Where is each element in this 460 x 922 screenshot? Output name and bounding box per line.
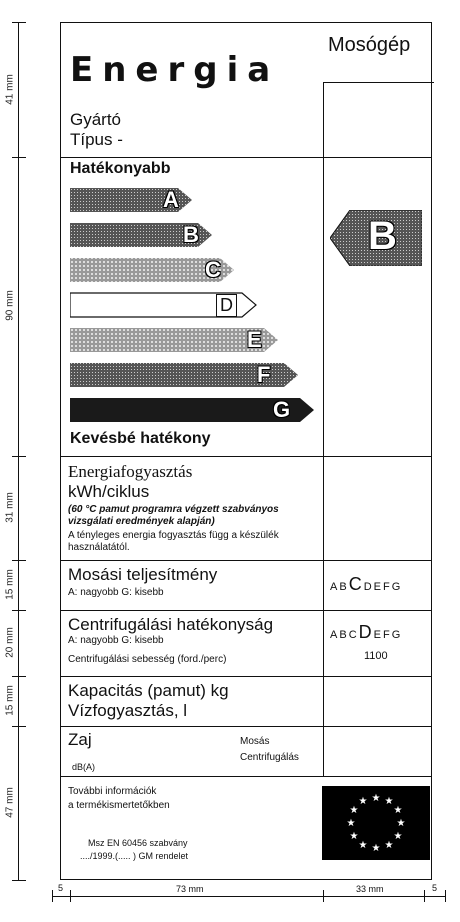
dim-bottom-5a: 5: [58, 883, 64, 893]
washing-rating: C: [348, 574, 364, 594]
left-dimension-axis: [18, 22, 19, 880]
svg-text:★: ★: [358, 840, 368, 851]
washing-title: Mosási teljesítmény: [68, 565, 218, 584]
section-divider: [60, 676, 432, 677]
dim-label-90: 90 mm: [4, 290, 16, 321]
dim-tick: [12, 560, 26, 561]
right-col-id: [323, 82, 434, 158]
class-letter-b: B: [183, 222, 199, 247]
dim-tick: [12, 456, 26, 457]
class-letter-d: D: [216, 294, 237, 317]
page-title: Energia: [70, 50, 280, 90]
svg-text:★: ★: [349, 805, 359, 816]
section-divider: [60, 726, 432, 727]
right-col-noise: [323, 726, 434, 776]
svg-text:★: ★: [384, 796, 394, 807]
dim-label-31: 31 mm: [4, 492, 16, 523]
section-divider: [60, 157, 432, 158]
right-col-spin: [323, 610, 434, 676]
svg-text:★: ★: [358, 796, 368, 807]
dim-label-20: 20 mm: [4, 627, 16, 658]
dim-label-41: 41 mm: [4, 74, 16, 105]
section-divider: [60, 456, 432, 457]
rating-letter: B: [368, 214, 397, 258]
svg-text:★: ★: [346, 818, 356, 829]
washing-scale: ABCDEFG: [330, 574, 403, 594]
svg-text:★: ★: [349, 831, 359, 842]
noise-unit: dB(A): [72, 762, 96, 772]
efficiency-bottom-label: Kevésbé hatékony: [70, 430, 211, 447]
dim-tick: [70, 890, 71, 902]
class-letter-g: G: [273, 397, 291, 422]
section-divider: [60, 776, 432, 777]
svg-text:★: ★: [396, 818, 406, 829]
dim-tick: [445, 890, 446, 902]
efficiency-top-label: Hatékonyabb: [70, 160, 171, 177]
noise-title: Zaj: [68, 730, 92, 749]
energy-note: (60 °C pamut programra végzett szabványos vizsgálati eredmények alapján): [68, 504, 279, 527]
dim-tick: [12, 22, 26, 23]
info-line2: a termékismertetőkben: [68, 800, 170, 811]
spin-scale: ABCDEFG: [330, 622, 403, 642]
right-col-energy: [323, 456, 434, 560]
svg-text:★: ★: [371, 843, 381, 854]
dim-tick: [12, 726, 26, 727]
washing-legend: A: nagyobb G: kisebb: [68, 587, 164, 598]
spin-title: Centrifugálási hatékonyság: [68, 615, 274, 634]
spin-speed-label: Centrifugálási sebesség (ford./perc): [68, 654, 227, 665]
dim-tick: [12, 157, 26, 158]
dim-label-47: 47 mm: [4, 787, 16, 818]
svg-text:★: ★: [393, 805, 403, 816]
dim-tick: [52, 890, 53, 902]
eu-flag-icon: [322, 786, 430, 860]
svg-text:★: ★: [371, 793, 381, 804]
section-divider: [60, 610, 432, 611]
spin-speed-value: 1100: [364, 650, 388, 662]
dim-tick: [12, 610, 26, 611]
right-col-capacity: [323, 676, 434, 726]
dim-bottom-73: 73 mm: [176, 884, 204, 894]
dim-label-15a: 15 mm: [4, 569, 16, 600]
dim-bottom-33: 33 mm: [356, 884, 384, 894]
water-consumption-label: Vízfogyasztás, l: [68, 701, 188, 720]
class-letter-e: E: [247, 327, 262, 352]
class-letter-c: C: [205, 257, 221, 282]
noise-spin-label: Centrifugálás: [240, 752, 299, 763]
dim-tick: [12, 880, 26, 881]
standard-line2: ..../1999.(..... ) GM rendelet: [80, 851, 189, 861]
svg-text:★: ★: [393, 831, 403, 842]
noise-wash-label: Mosás: [240, 736, 270, 747]
section-divider: [60, 560, 432, 561]
dim-bottom-5b: 5: [432, 883, 438, 893]
energy-unit: kWh/ciklus: [68, 482, 150, 501]
class-letter-a: A: [163, 187, 179, 212]
dim-tick: [424, 890, 425, 902]
dim-tick: [323, 890, 324, 902]
dim-tick: [12, 676, 26, 677]
manufacturer-label: Gyártó: [70, 110, 122, 129]
capacity-label: Kapacitás (pamut) kg: [68, 681, 229, 700]
class-letter-f: F: [257, 362, 271, 387]
appliance-type: Mosógép: [328, 34, 411, 56]
bottom-dimension-axis: [52, 896, 446, 897]
spin-rating: D: [358, 622, 374, 642]
dim-label-15b: 15 mm: [4, 685, 16, 716]
svg-text:★: ★: [384, 840, 394, 851]
energy-note2: A tényleges energia fogyasztás függ a készülék használatától.: [68, 530, 279, 553]
info-line1: További információk: [68, 786, 157, 797]
right-col-class: [323, 157, 434, 456]
spin-legend: A: nagyobb G: kisebb: [68, 635, 164, 646]
energy-title: Energiafogyasztás: [68, 462, 193, 481]
type-label: Típus -: [70, 130, 123, 149]
standard-line1: Msz EN 60456 szabvány: [88, 838, 188, 848]
